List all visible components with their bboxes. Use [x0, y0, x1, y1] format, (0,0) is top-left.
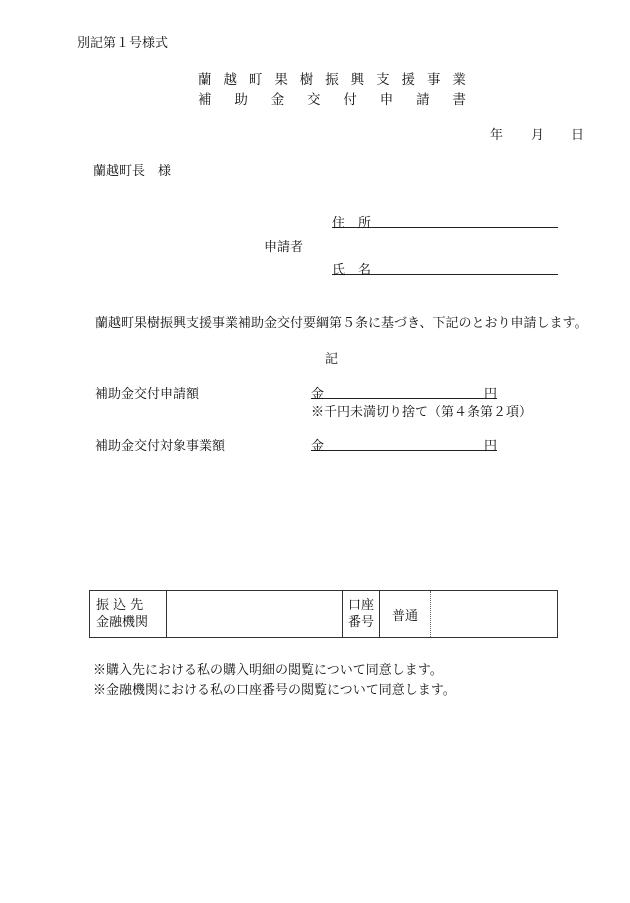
applicant-label: 申請者 [264, 240, 304, 255]
title-char: 事 [426, 72, 441, 88]
title-char: 樹 [299, 72, 314, 88]
title-char: 業 [452, 72, 466, 88]
addressee: 蘭越町長 様 [93, 164, 172, 179]
amount-suffix: 円 [483, 439, 497, 454]
title-char: 付 [343, 92, 357, 108]
account-type-cell: 普通 [380, 591, 431, 638]
subsidy-amount-note: ※千円未満切り捨て（第４条第２項） [311, 405, 533, 420]
name-field[interactable] [332, 259, 558, 278]
title-char: 果 [274, 72, 288, 88]
body-text: 蘭越町果樹振興支援事業補助金交付要綱第５条に基づき、下記のとおり申請します。 [95, 316, 588, 331]
project-amount-field[interactable] [311, 435, 497, 454]
item-label-project-amount: 補助金交付対象事業額 [95, 439, 226, 454]
title-char: 補 [198, 92, 212, 108]
bank-account-table [89, 590, 558, 638]
date-year-label: 年 [490, 128, 504, 143]
title-char: 交 [307, 92, 321, 108]
consent-bank: ※金融機関における私の口座番号の閲覧について同意します。 [93, 683, 456, 698]
bank-label-cell [90, 591, 167, 638]
consent-purchase: ※購入先における私の購入明細の閲覧について同意します。 [93, 663, 443, 678]
title-char: 支 [376, 72, 390, 88]
bank-label-line-1: 振 込 先 [96, 598, 144, 613]
title-char: 蘭 [198, 72, 212, 88]
title-char: 越 [223, 72, 237, 88]
title-char: 申 [379, 92, 394, 108]
title-char: 町 [248, 72, 263, 88]
title-char: 援 [401, 72, 415, 88]
form-number: 別記第１号様式 [77, 36, 169, 51]
address-label: 住 所 [332, 216, 372, 231]
amount-suffix: 円 [483, 387, 497, 402]
title-char: 書 [452, 92, 466, 108]
ki-label: 記 [325, 352, 339, 367]
account-label-line-2: 番号 [347, 615, 374, 630]
date-day-label: 日 [571, 128, 585, 143]
account-label-line-1: 口座 [347, 598, 374, 613]
account-label-cell [343, 591, 380, 638]
item-label-subsidy-amount: 補助金交付申請額 [95, 387, 200, 402]
bank-name-field[interactable] [167, 591, 343, 638]
bank-label-line-2: 金融機関 [96, 615, 149, 630]
title-char: 助 [234, 92, 248, 108]
amount-prefix: 金 [311, 439, 325, 454]
title-line-2 [198, 88, 466, 108]
address-field[interactable] [332, 212, 558, 231]
account-number-field[interactable] [431, 591, 558, 638]
name-label: 氏 名 [332, 263, 372, 278]
title-char: 興 [350, 72, 365, 88]
date-month-label: 月 [531, 128, 545, 143]
amount-prefix: 金 [311, 387, 325, 402]
subsidy-amount-field[interactable] [311, 383, 497, 402]
title-line-1 [198, 68, 466, 88]
title-char: 金 [270, 92, 285, 108]
title-char: 振 [325, 72, 339, 88]
title-char: 請 [416, 92, 430, 108]
